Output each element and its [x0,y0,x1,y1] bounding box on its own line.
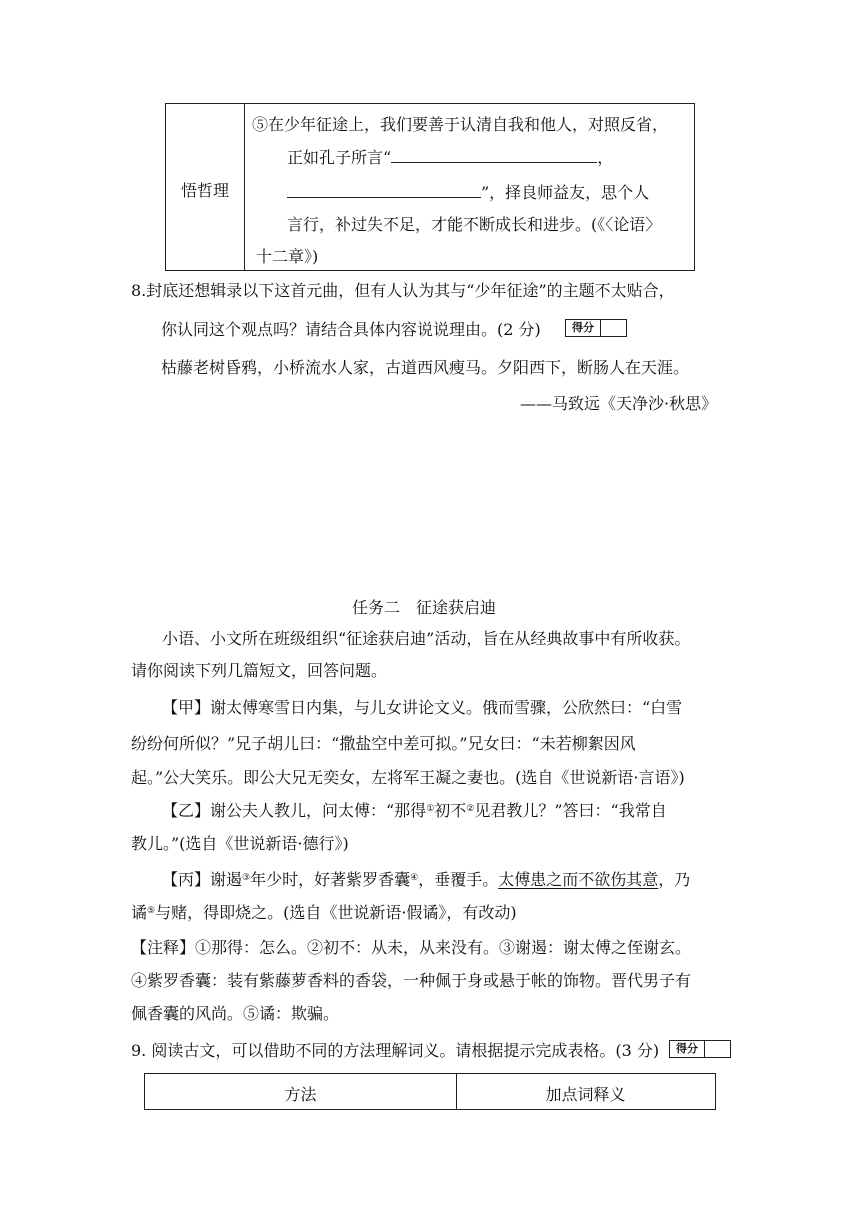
score-tag: 得分 [566,320,601,336]
table-header-meaning: 加点词释义 [545,1085,626,1104]
q8-prompt-line-2: 你认同这个观点吗？请结合具体内容说说理由。(2 分) [161,320,541,339]
table-header-method: 方法 [284,1085,317,1104]
score-tag: 得分 [670,1041,705,1057]
notes-line-2: ④紫罗香囊：装有紫藤萝香料的香袋，一种佩于身或悬于帐的饰物。晋代男子有 [131,971,692,990]
q9-prompt: 9. 阅读古文，可以借助不同的方法理解词义。请根据提示完成表格。(3 分) [131,1041,660,1060]
footnote-mark: ③ [242,873,251,883]
method-table [144,1073,716,1110]
notes-line-3: 佩香囊的风尚。⑤谲：欺骗。 [131,1004,340,1023]
answer-blank-2[interactable] [287,181,481,198]
table-text-line-1: ⑤在少年征途上，我们要善于认清自我和他人，对照反省， [252,115,669,134]
answer-blank-1[interactable] [391,146,597,163]
passage-jia-line-3: 起。”公大笑乐。即公大兄无奕女，左将军王凝之妻也。(选自《世说新语·言语》) [131,768,685,787]
passage-bing-line-2: 谲⑤与赌，得即烧之。(选自《世说新语·假谲》，有改动) [131,903,517,922]
table-text-line-5: 十二章》) [256,247,319,266]
passage-jia-line-2: 纷纷何所似？”兄子胡儿曰：“撒盐空中差可拟。”兄女曰：“未若柳絮因风 [131,734,636,753]
q8-score-box[interactable] [565,319,627,337]
footnote-mark: ① [426,804,435,814]
passage-yi-line-1: 【乙】谢公夫人教儿，问太傅：“那得①初不②见君教儿？”答曰：“我常自 [162,801,667,820]
underlined-sentence: 太傅患之而不欲伤其意 [498,870,659,889]
task2-intro-line-2: 请你阅读下列几篇短文，回答问题。 [131,661,388,680]
passage-jia-line-1: 【甲】谢太傅寒雪日内集，与儿女讲论文义。俄而雪骤，公欣然曰：“白雪 [162,698,683,717]
footnote-mark: ⑤ [147,906,156,916]
q8-prompt-line-1: 8.封底还想辑录以下这首元曲，但有人认为其与“少年征途”的主题不太贴合， [131,281,675,300]
q9-score-box[interactable] [669,1040,731,1058]
q8-poem: 枯藤老树昏鸦，小桥流水人家，古道西风瘦马。夕阳西下，断肠人在天涯。 [161,358,690,377]
footnote-mark: ② [466,804,475,814]
table-divider [244,104,245,270]
table-text-line-4: 言行，补过失不足，才能不断成长和进步。(《〈论语〉 [287,215,662,234]
table-text-line-3: ”，择良师益友，思个人 [287,181,649,204]
footnote-mark: ④ [410,873,419,883]
table-row-label: 悟哲理 [180,181,229,200]
notes-line-1: 【注释】①那得：怎么。②初不：从未，从来没有。③谢遏：谢太傅之侄谢玄。 [131,938,692,957]
task2-intro-line-1: 小语、小文所在班级组织“征途获启迪”活动，旨在从经典故事中有所收获。 [162,629,691,648]
task2-title: 任务二 征途获启迪 [352,598,497,617]
passage-bing-line-1: 【丙】谢遏③年少时，好著紫罗香囊④，垂覆手。太傅患之而不欲伤其意，乃 [162,870,691,889]
q8-poem-source: ——马致远《天净沙·秋思》 [520,394,718,413]
passage-yi-line-2: 教儿。”(选自《世说新语·德行》) [131,834,349,853]
table-text-line-2: 正如孔子所言“ ， [287,148,614,167]
